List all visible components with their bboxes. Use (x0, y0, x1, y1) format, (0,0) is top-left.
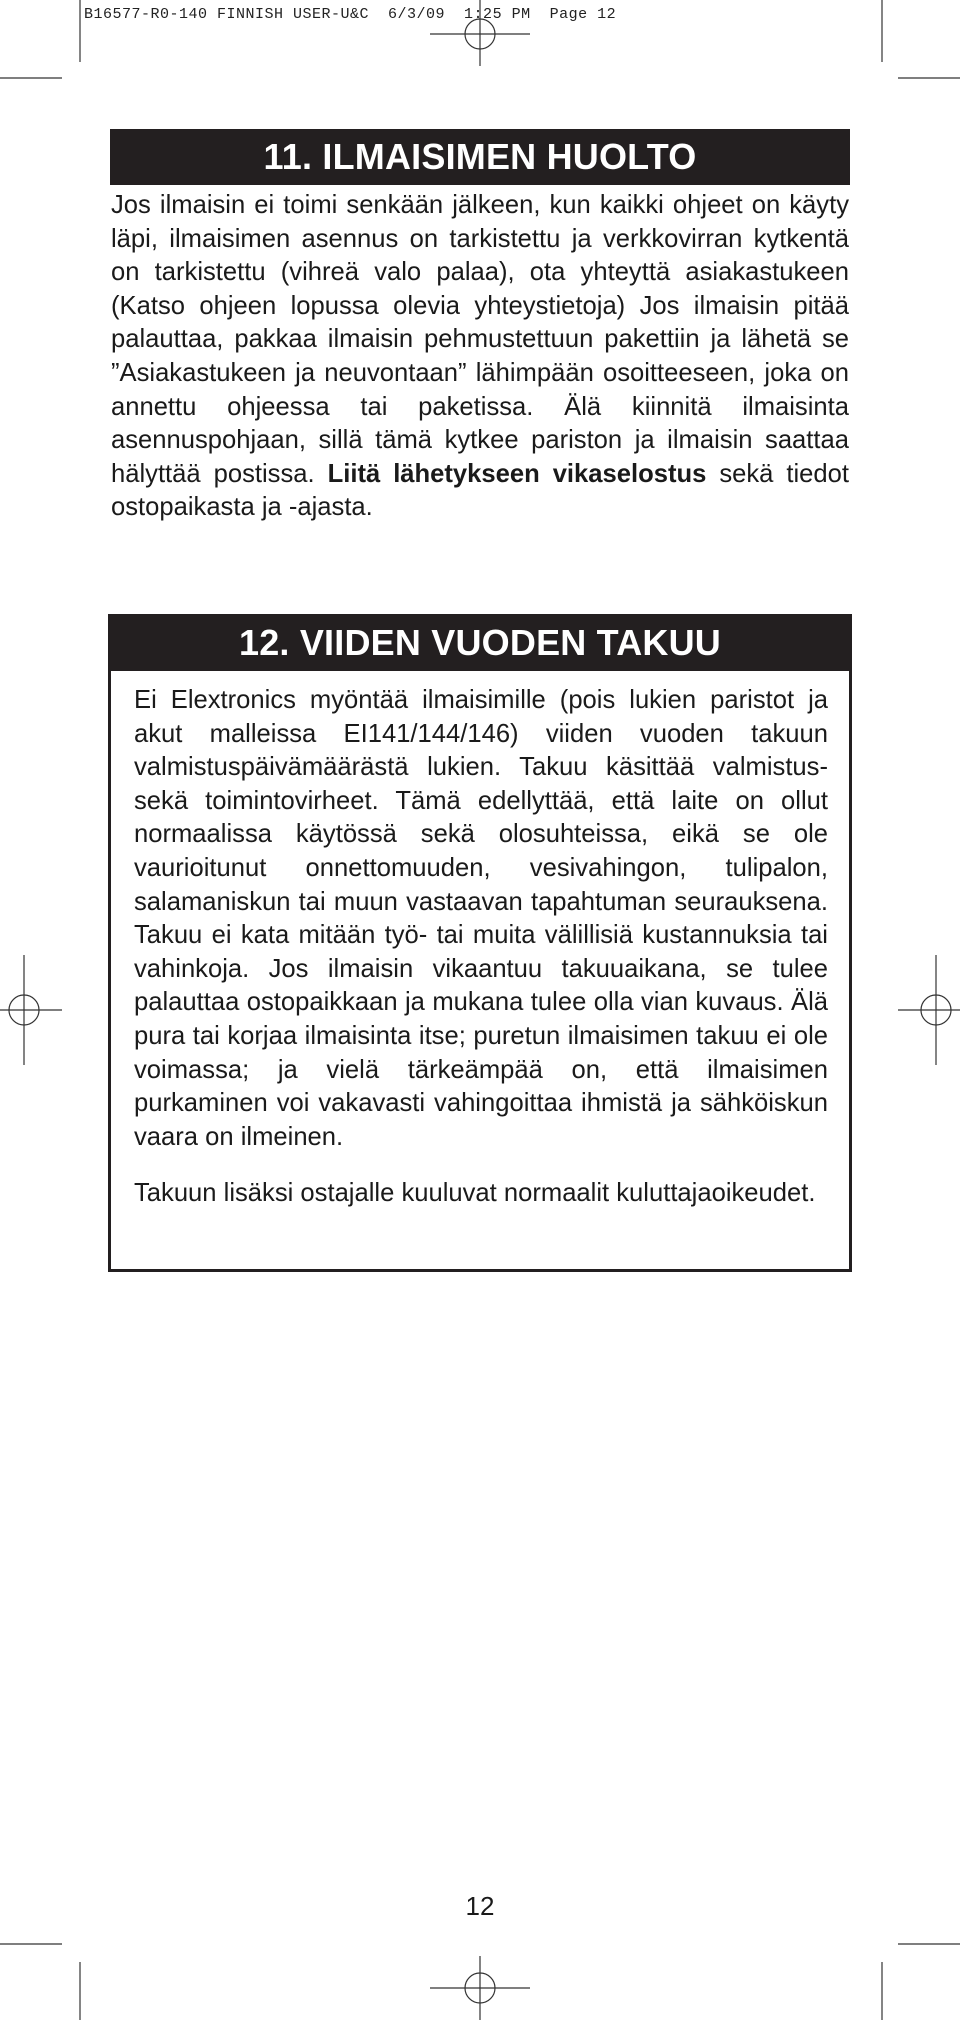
section-12-paragraph-2: Takuun lisäksi ostajalle kuuluvat normaalit kuluttajaoikeudet. (134, 1179, 816, 1207)
page-number: 12 (465, 1891, 495, 1921)
section-11-tail: sekä tiedot ostopaikasta ja -ajasta. (111, 459, 849, 522)
registration-mark-right (898, 955, 960, 1065)
print-slug: B16577-R0-140 FINNISH USER-U&C 6/3/09 1:25 PM Page 12 (84, 6, 617, 23)
section-11-heading: 11. ILMAISIMEN HUOLTO (110, 129, 850, 185)
registration-mark-left (0, 955, 62, 1065)
section-11-body (111, 189, 849, 525)
section-11-bold-note: Liitä lähetykseen vikaselostus (327, 459, 707, 488)
registration-mark-bottom (430, 1956, 530, 2020)
section-12-heading: 12. VIIDEN VUODEN TAKUU (108, 614, 852, 671)
section-11-paragraph: Jos ilmaisin ei toimi senkään jälkeen, kun kaikki ohjeet on käyty läpi, ilmaisimen asennus on tarkistettu ja verkkovirran kytkentä on tarkistettu (vihreä valo palaa), ota yhteyttä asiakastukeen (Katso ohjeen lopussa olevia yhteystietoja) Jos ilmaisin pitää palauttaa, pakkaa ilmaisin pehmustettuun pakettiin ja lähetä se ”Asiakastukeen ja neuvontaan” lähimpään osoitteeseen, joka on annettu ohjeessa tai paketissa. Älä kiinnitä ilmaisinta asennuspohjaan, sillä tämä kytkee pariston ja ilmaisin saattaa hälyttää postissa. (111, 191, 849, 488)
section-12-paragraph-1: Ei Elextronics myöntää ilmaisimille (pois lukien paristot ja akut malleissa EI141/144/146) viiden vuoden takuun valmistuspäivämäärästä lukien. Takuu käsittää valmistus- sekä toimintovirheet. Tämä edellyttää, että laite on ollut normaalissa käytössä sekä olosuhteissa, eikä se ole vaurioitunut onnettomuuden, vesivahingon, tulipalon, salamaniskun tai muun vastaavan tapahtuman seurauksena. Takuu ei kata mitään työ- tai muita välillisiä kustannuksia tai vahinkoja. Jos ilmaisin vikaantuu takuuaikana, se tulee palauttaa ostopaikkaan ja mukana tulee olla vian kuvaus. Älä pura tai korjaa ilmaisinta itse; puretun ilmaisimen takuu ei ole voimassa; ja vielä tärkeämpää on, että ilmaisimen purkaminen voi vakavasti vahingoittaa ihmistä ja sähköiskun vaara on ilmeinen. (134, 686, 828, 1151)
